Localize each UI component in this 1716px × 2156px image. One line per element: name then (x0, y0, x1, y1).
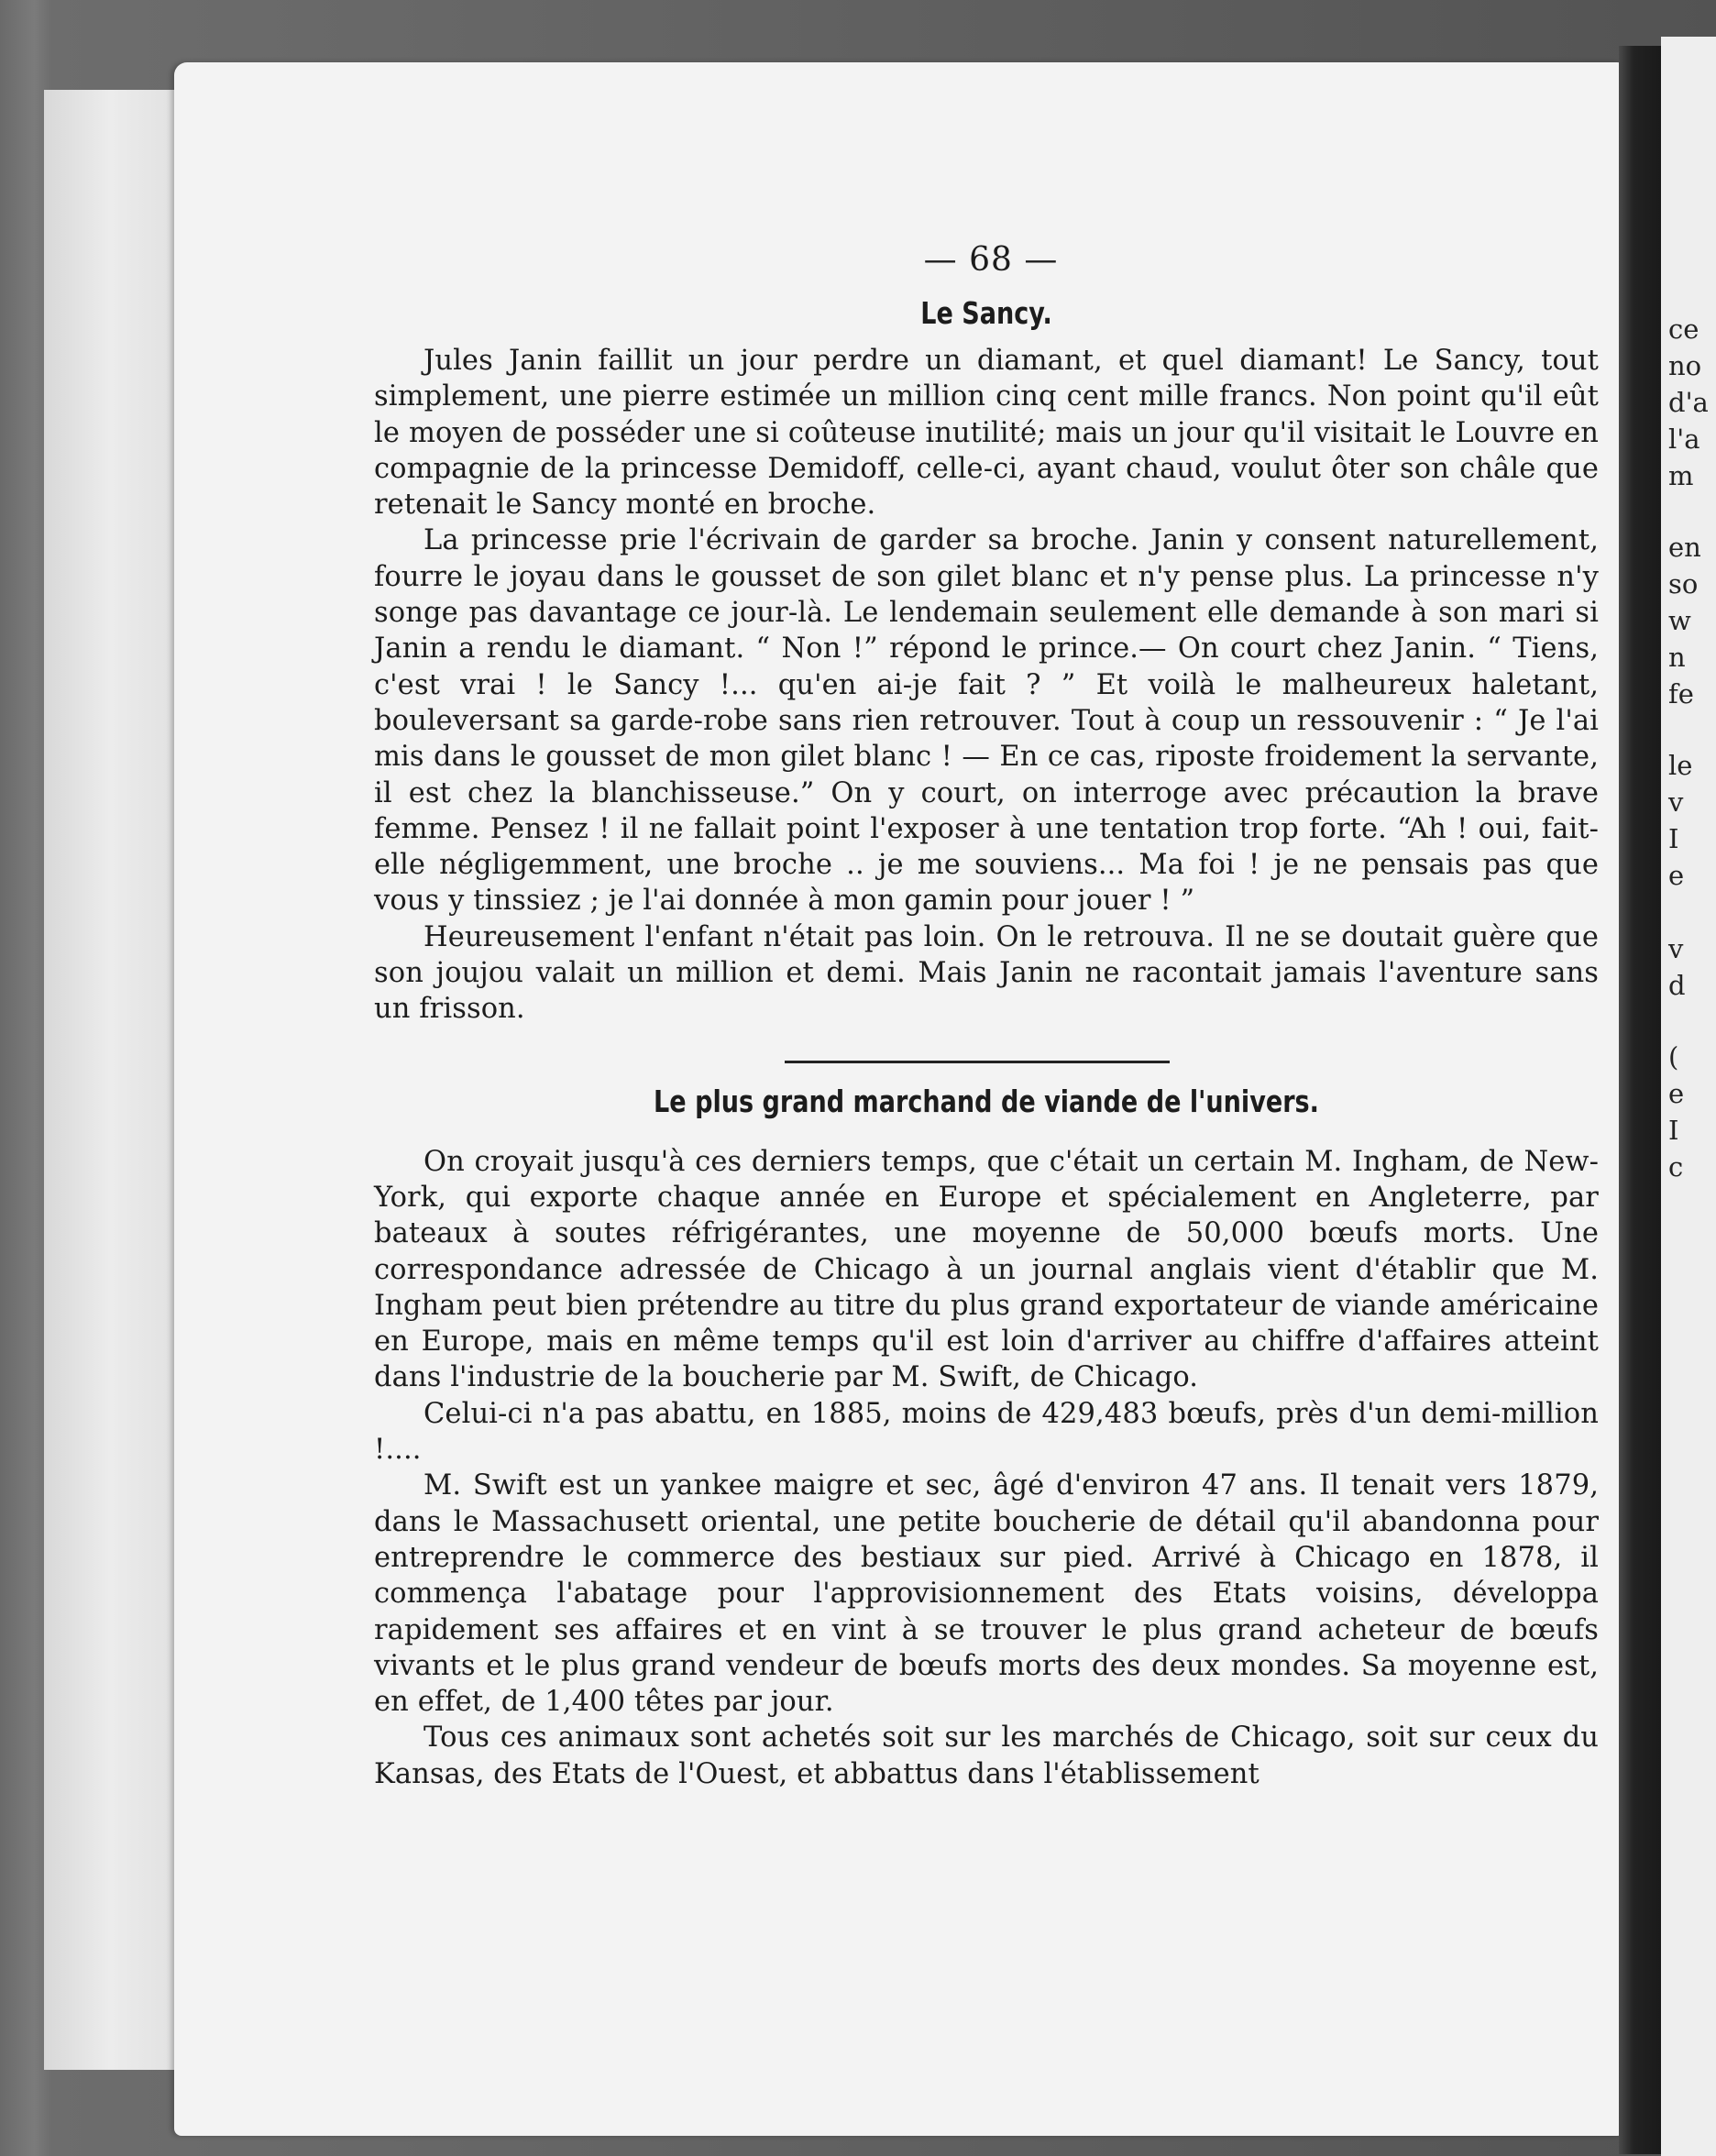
section-title-marchand-de-viande: Le plus grand marchand de viande de l'univers. (654, 1083, 1319, 1119)
facing-page-fragment: m (1668, 460, 1694, 491)
facing-page-edge (1661, 37, 1716, 2156)
paragraph: On croyait jusqu'à ces derniers temps, que c'était un certain M. Ingham, de New-York, qui exporte chaque année en Europe et spécialement en Angleterre, par bateaux à soutes réfrigérantes, une moyenne de 50,000 bœufs morts. Une correspondance adressée de Chicago à un journal anglais vient d'établir que M. Ingham peut bien prétendre au titre du plus grand exportateur de viande américaine en Europe, mais en même temps qu'il est loin d'arriver au chiffre d'affaires atteint dans l'industrie de la boucherie par M. Swift, de Chicago. (374, 1145, 1599, 1394)
paragraph: Tous ces animaux sont achetés soit sur les marchés de Chicago, soit sur ceux du Kansas, des Etats de l'Ouest, et abbattus dans l'établissement (374, 1722, 1599, 1790)
facing-page-fragment: d'a (1668, 387, 1709, 418)
paragraph: Celui-ci n'a pas abattu, en 1885, moins de 429,483 bœufs, près d'un demi-million !.... (374, 1397, 1599, 1467)
paragraph: La princesse prie l'écrivain de garder sa broche. Janin y consent naturellement, fourre le joyau dans le gousset de son gilet blanc et n'y pense plus. La princesse n'y songe pas davantage ce jour-là. Le lendemain seulement elle demande à son mari si Janin a rendu le diamant. “ Non !” répond le prince.— On court chez Janin. “ Tiens, c'est vrai ! le Sancy !... qu'en ai-je fait ? ” Et voilà le malheureux haletant, bouleversant sa garde-robe sans rien retrouver. Tout à coup un ressouvenir : “ Je l'ai mis dans le gousset de mon gilet blanc ! — En ce cas, riposte froidement la servante, il est chez la blanchisseuse.” On y court, on interroge avec précaution la brave femme. Pensez ! il ne fallait point l'exposer à une tentation trop forte. “Ah ! oui, fait-elle négligemment, une broche .. je me souviens... Ma foi ! je ne pensais pas que vous y tinssiez ; je l'ai donnée à mon gamin pour jouer ! ” (374, 524, 1599, 918)
facing-page-fragment: w (1668, 605, 1691, 636)
facing-page-fragment: en (1668, 532, 1701, 563)
facing-page-fragment: e (1668, 1078, 1685, 1109)
facing-page-fragment: no (1668, 350, 1702, 381)
book-gutter (1619, 46, 1661, 2154)
section-title-le-sancy: Le Sancy. (920, 295, 1052, 331)
paragraph: Heureusement l'enfant n'était pas loin. On le retrouva. Il ne se doutait guère que son joujou valait un million et demi. Mais Janin ne racontait jamais l'aventure sans un frisson. (374, 920, 1599, 1026)
facing-page-fragment: fe (1668, 678, 1694, 710)
facing-page-fragment: le (1668, 750, 1693, 781)
facing-page-fragment: ( (1668, 1041, 1679, 1072)
facing-page-fragment: v (1668, 933, 1684, 964)
facing-page-fragment: I (1668, 823, 1679, 854)
facing-page-fragment: c (1668, 1151, 1684, 1182)
facing-page-fragment: so (1668, 568, 1699, 600)
paragraph: Jules Janin faillit un jour perdre un diamant, et quel diamant! Le Sancy, tout simplement, une pierre estimée un million cinq cent mille francs. Non point qu'il eût le moyen de posséder une si coûteuse inutilité; mais un jour qu'il visitait le Louvre en compagnie de la princesse Demidoff, celle-ci, ayant chaud, voulut ôter son châle que retenait le Sancy monté en broche. (374, 345, 1599, 522)
facing-page-fragment: d (1668, 970, 1686, 1001)
facing-page-fragment: n (1668, 642, 1686, 673)
facing-page-fragment: e (1668, 860, 1685, 891)
facing-page-fragment: v (1668, 786, 1684, 818)
facing-page-fragment: l'a (1668, 424, 1700, 455)
section-divider (785, 1061, 1170, 1063)
facing-page-fragment: I (1668, 1115, 1679, 1146)
paragraph: M. Swift est un yankee maigre et sec, âgé d'environ 47 ans. Il tenait vers 1879, dans le Massachusett oriental, une petite boucherie de détail qu'il abandonna pour entreprendre le commerce des bestiaux sur pied. Arrivé à Chicago en 1878, il commença l'abatage pour l'approvisionnement des Etats voisins, développa rapidement ses affaires et en vint à se trouver le plus grand acheteur de bœufs vivants et le plus grand vendeur de bœufs morts des deux mondes. Sa moyenne est, en effet, de 1,400 têtes par jour. (374, 1469, 1599, 1719)
page-number: — 68 — (923, 241, 1059, 279)
page-text (374, 236, 1599, 1792)
facing-page-fragment: ce (1668, 314, 1700, 345)
